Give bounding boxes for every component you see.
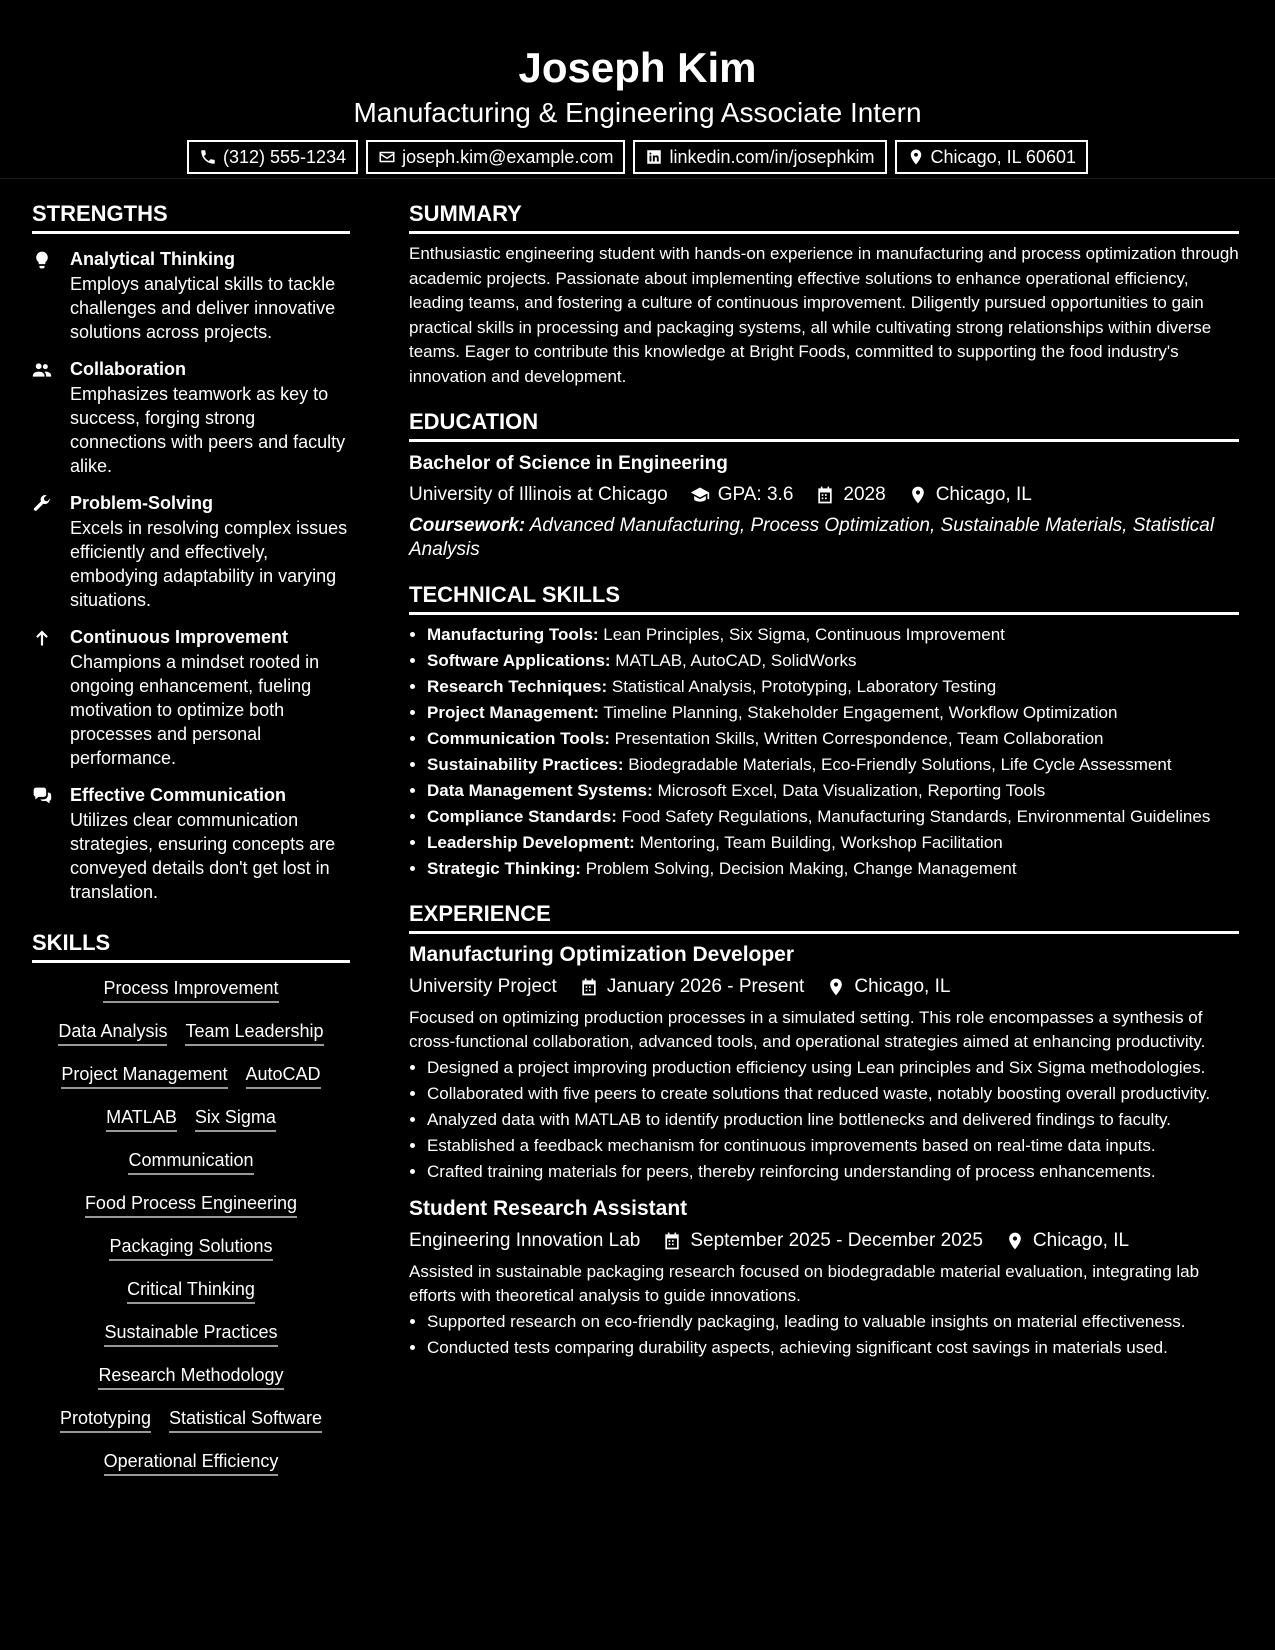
technical-skills-list	[409, 623, 1239, 881]
tech-value: Mentoring, Team Building, Workshop Facilitation	[639, 833, 1003, 852]
contact-linkedin-text: linkedin.com/in/josephkim	[669, 146, 875, 167]
tech-label: Communication Tools:	[427, 729, 610, 748]
tech-label: Project Management:	[427, 703, 599, 722]
tech-value: Timeline Planning, Stakeholder Engagement, Workflow Optimization	[603, 703, 1118, 722]
skill-tag: Process Improvement	[103, 977, 278, 1003]
skill-tag: Operational Efficiency	[104, 1450, 279, 1476]
list-item	[427, 623, 1239, 647]
skill-tag: Sustainable Practices	[104, 1321, 277, 1347]
summary-text: Enthusiastic engineering student with hands-on experience in manufacturing and process optimization through academic projects. Passionate about implementing effective solutions to enhance operational efficiency, leading teams, and fostering a culture of continuous improvement. Diligently pursued opportunities to gain practical skills in processing and packaging systems, all while cultivating strong relationships within diverse teams. Eager to contribute this knowledge at Bright Foods, committed to supporting the food industry's innovation and development.	[409, 244, 1239, 386]
gpa: GPA: 3.6	[717, 484, 794, 505]
job-title: Student Research Assistant	[409, 1197, 688, 1220]
right-column	[409, 179, 1239, 1493]
tech-label: Research Techniques:	[427, 677, 608, 696]
strength-title: Continuous Improvement	[70, 627, 289, 647]
phone-icon	[199, 148, 217, 166]
list-item: • Supported research on eco-friendly packaging, leading to valuable insights on material effectiveness.	[427, 1310, 1239, 1334]
job-org: University Project	[409, 976, 557, 997]
education-meta	[409, 482, 1239, 508]
skill-tag: Project Management	[61, 1063, 227, 1089]
list-item	[427, 857, 1239, 881]
users-icon	[32, 360, 52, 380]
contact-linkedin[interactable]	[633, 140, 886, 174]
list-item: • Analyzed data with MATLAB to identify production line bottlenecks and delivered findings to faculty.	[427, 1108, 1239, 1132]
candidate-name: Joseph Kim	[518, 44, 757, 91]
map-pin-icon	[908, 485, 928, 505]
candidate-title: Manufacturing & Engineering Associate Intern	[353, 97, 922, 128]
job-meta	[409, 1228, 1239, 1254]
wrench-icon	[32, 494, 52, 514]
comments-icon	[32, 786, 52, 806]
job-meta	[409, 974, 1239, 1000]
contact-phone-text: (312) 555-1234	[223, 146, 347, 167]
contact-email[interactable]	[366, 140, 625, 174]
strength-item	[32, 784, 350, 904]
education-location: Chicago, IL	[935, 484, 1032, 505]
technical-skills-heading: TECHNICAL SKILLS	[409, 582, 1239, 615]
map-pin-icon	[907, 148, 925, 166]
job-entry	[409, 1196, 1239, 1360]
skill-tag: Communication	[128, 1149, 253, 1175]
skill-tag: Team Leadership	[185, 1020, 323, 1046]
strength-title: Effective Communication	[70, 785, 287, 805]
contact-email-text: joseph.kim@example.com	[402, 146, 614, 167]
school-name: University of Illinois at Chicago	[409, 484, 668, 505]
resume-header	[0, 0, 1275, 179]
grad-year: 2028	[843, 484, 886, 505]
education-heading: EDUCATION	[409, 409, 1239, 442]
strength-title: Problem-Solving	[70, 493, 214, 513]
skills-list	[32, 977, 350, 1476]
list-item	[427, 753, 1239, 777]
arrow-up-icon	[32, 628, 52, 648]
strength-title: Analytical Thinking	[70, 249, 236, 269]
contact-bar	[0, 140, 1275, 174]
list-item	[427, 649, 1239, 673]
lightbulb-icon	[32, 250, 52, 270]
coursework-label: Coursework:	[409, 515, 526, 536]
list-item	[427, 805, 1239, 829]
tech-value: Biodegradable Materials, Eco-Friendly Solutions, Life Cycle Assessment	[628, 755, 1172, 774]
calendar-icon	[662, 1231, 682, 1251]
list-item	[427, 675, 1239, 699]
job-bullets	[409, 1310, 1239, 1360]
tech-value: Problem Solving, Decision Making, Change Management	[585, 859, 1017, 878]
strength-item	[32, 626, 350, 770]
skill-tag: Food Process Engineering	[85, 1192, 297, 1218]
list-item: • Conducted tests comparing durability aspects, achieving significant cost savings in materials used.	[427, 1336, 1239, 1360]
list-item: • Crafted training materials for peers, thereby reinforcing understanding of process enhancements.	[427, 1160, 1239, 1184]
skills-heading: SKILLS	[32, 930, 350, 963]
skill-tag: AutoCAD	[246, 1063, 321, 1089]
map-pin-icon	[1005, 1231, 1025, 1251]
strength-title: Collaboration	[70, 359, 186, 379]
tech-value: Statistical Analysis, Prototyping, Laboratory Testing	[611, 677, 997, 696]
list-item	[427, 831, 1239, 855]
job-location: Chicago, IL	[854, 976, 951, 997]
job-dates: January 2026 - Present	[606, 976, 805, 997]
contact-location	[895, 140, 1088, 174]
tech-value: Presentation Skills, Written Correspondence, Team Collaboration	[614, 729, 1104, 748]
tech-label: Data Management Systems:	[427, 781, 653, 800]
skill-tag: MATLAB	[106, 1106, 177, 1132]
skill-tag: Data Analysis	[58, 1020, 167, 1046]
calendar-icon	[815, 485, 835, 505]
tech-value: Microsoft Excel, Data Visualization, Reporting Tools	[657, 781, 1046, 800]
experience-heading: EXPERIENCE	[409, 901, 1239, 934]
degree-title: Bachelor of Science in Engineering	[409, 453, 728, 474]
tech-value: Lean Principles, Six Sigma, Continuous Improvement	[603, 625, 1005, 644]
tech-label: Leadership Development:	[427, 833, 635, 852]
tech-label: Software Applications:	[427, 651, 611, 670]
strength-item	[32, 248, 350, 344]
left-column	[32, 179, 350, 1493]
job-location: Chicago, IL	[1032, 1230, 1130, 1251]
coursework	[409, 514, 1239, 562]
skill-tag: Critical Thinking	[127, 1278, 255, 1304]
tech-label: Strategic Thinking:	[427, 859, 581, 878]
tech-label: Manufacturing Tools:	[427, 625, 599, 644]
job-bullets	[409, 1056, 1239, 1184]
skill-tag: Research Methodology	[98, 1364, 283, 1390]
calendar-icon	[579, 977, 599, 997]
tech-value: MATLAB, AutoCAD, SolidWorks	[615, 651, 857, 670]
job-org: Engineering Innovation Lab	[409, 1230, 641, 1251]
skill-tag: Prototyping	[60, 1407, 151, 1433]
list-item: • Designed a project improving production efficiency using Lean principles and Six Sigma methodologies.	[427, 1056, 1239, 1080]
contact-phone[interactable]	[187, 140, 358, 174]
job-entry	[409, 942, 1239, 1184]
job-dates: September 2025 - December 2025	[690, 1230, 983, 1251]
strengths-heading: STRENGTHS	[32, 201, 350, 234]
list-item	[427, 701, 1239, 725]
tech-label: Compliance Standards:	[427, 807, 617, 826]
strength-desc: Champions a mindset rooted in ongoing enhancement, fueling motivation to optimize both processes and personal performance.	[70, 652, 320, 768]
job-title: Manufacturing Optimization Developer	[409, 943, 795, 966]
coursework-list: Advanced Manufacturing, Process Optimization, Sustainable Materials, Statistical Analysis	[409, 515, 1215, 560]
skill-tag: Statistical Software	[169, 1407, 322, 1433]
strength-desc: Employs analytical skills to tackle challenges and deliver innovative solutions across projects.	[70, 274, 336, 342]
graduation-cap-icon	[690, 485, 710, 505]
strength-item	[32, 492, 350, 612]
strength-item	[32, 358, 350, 478]
strength-desc: Emphasizes teamwork as key to success, forging strong connections with peers and faculty alike.	[70, 384, 346, 476]
strength-desc: Utilizes clear communication strategies, ensuring concepts are conveyed details don't get lost in translation.	[70, 810, 336, 902]
list-item: • Established a feedback mechanism for continuous improvements based on real-time data inputs.	[427, 1134, 1239, 1158]
contact-location-text: Chicago, IL 60601	[930, 146, 1076, 167]
tech-label: Sustainability Practices:	[427, 755, 624, 774]
list-item	[427, 779, 1239, 803]
job-desc: Focused on optimizing production processes in a simulated setting. This role encompasses a synthesis of cross-functional collaboration, advanced tools, and operational strategies aimed at enhancing productivity.	[409, 1008, 1206, 1051]
tech-value: Food Safety Regulations, Manufacturing Standards, Environmental Guidelines	[621, 807, 1211, 826]
envelope-icon	[378, 148, 396, 166]
job-desc: Assisted in sustainable packaging research focused on biodegradable material evaluation, integrating lab efforts with theoretical analysis to guide innovations.	[409, 1262, 1200, 1305]
map-pin-icon	[826, 977, 846, 997]
linkedin-icon	[645, 148, 663, 166]
skill-tag: Packaging Solutions	[109, 1235, 272, 1261]
skill-tag: Six Sigma	[195, 1106, 276, 1132]
strength-desc: Excels in resolving complex issues efficiently and effectively, embodying adaptability in varying situations.	[70, 518, 348, 610]
summary-heading: SUMMARY	[409, 201, 1239, 234]
list-item	[427, 727, 1239, 751]
list-item: • Collaborated with five peers to create solutions that reduced waste, notably boosting overall productivity.	[427, 1082, 1239, 1106]
